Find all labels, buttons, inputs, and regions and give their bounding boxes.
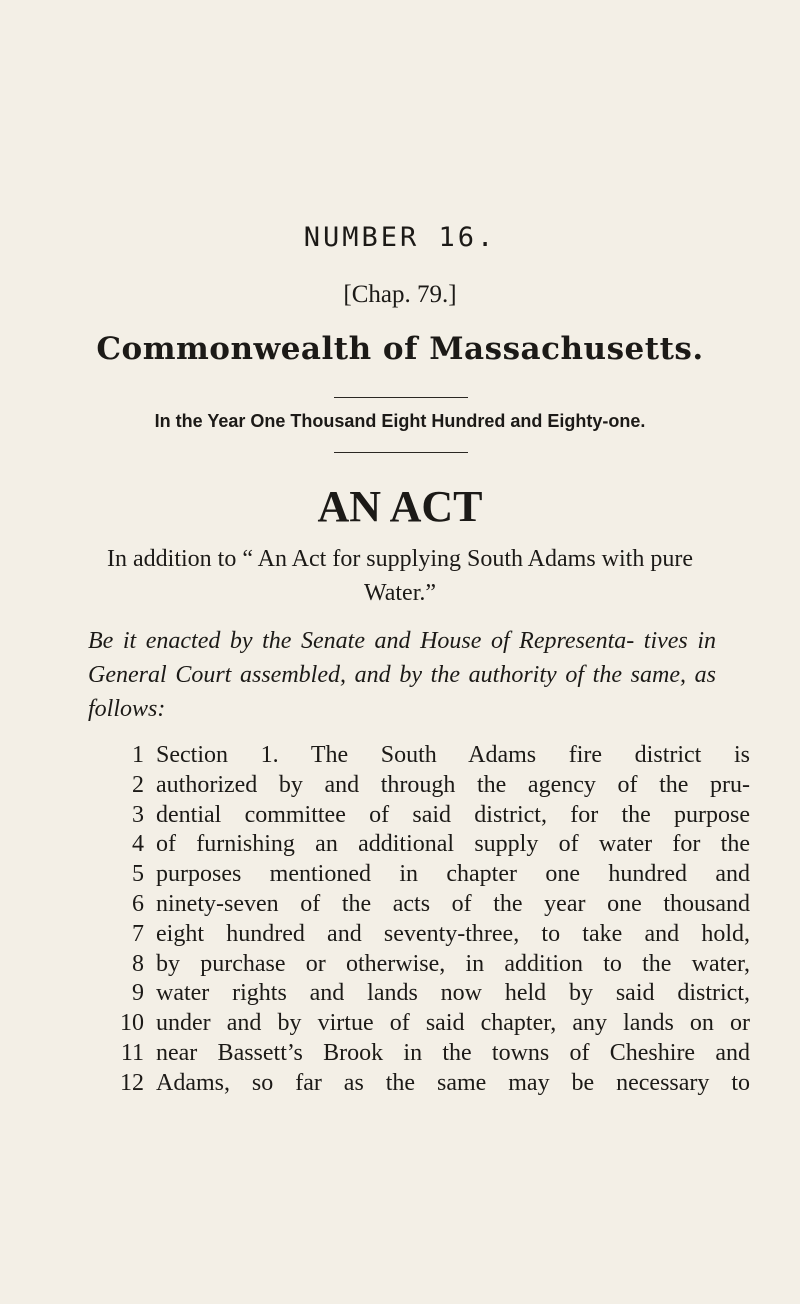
numbered-line [120, 860, 750, 890]
line-number: 4 [132, 831, 144, 858]
enacting-clause: Be it enacted by the Senate and House of Representa- tives in General Court assembled, and by the authority of the same, as follows: [88, 628, 716, 722]
line-number: 9 [132, 980, 144, 1007]
numbered-line [120, 979, 750, 1009]
line-text: near Bassett’s Brook in the towns of Cheshire and [156, 1039, 750, 1066]
line-text: eight hundred and seventy-three, to take and hold, [156, 920, 750, 947]
numbered-line [120, 1039, 750, 1069]
numbered-line [120, 741, 750, 771]
line-number: 6 [132, 890, 144, 917]
line-text: Section 1. The South Adams fire district is [156, 742, 750, 768]
numbered-line [120, 771, 750, 801]
chapter-reference: [Chap. 79.] [343, 281, 457, 308]
numbered-line [120, 1069, 750, 1099]
document-number-heading: NUMBER 16. [303, 222, 497, 253]
line-text: by purchase or otherwise, in addition to the water, [156, 950, 750, 977]
numbered-line [120, 830, 750, 860]
year-line: In the Year One Thousand Eight Hundred and Eighty-one. [154, 411, 646, 431]
act-subtitle: In addition to “ An Act for supplying South Adams with pure Water.” [107, 546, 693, 606]
act-title: AN ACT [317, 482, 483, 531]
line-text: water rights and lands now held by said district, [156, 980, 750, 1007]
line-text: ninety-seven of the acts of the year one thousand [156, 890, 750, 917]
section-text [120, 741, 750, 1099]
line-number: 12 [120, 1069, 144, 1096]
line-text: of furnishing an additional supply of water for the [156, 831, 750, 858]
line-number: 5 [132, 861, 144, 888]
line-number: 8 [132, 950, 144, 977]
divider-top [334, 397, 468, 398]
line-text: Adams, so far as the same may be necessary to [156, 1069, 750, 1096]
line-number: 7 [132, 920, 144, 947]
line-number: 10 [120, 1010, 144, 1037]
numbered-line [120, 1009, 750, 1039]
numbered-line [120, 920, 750, 950]
line-text: purposes mentioned in chapter one hundred and [156, 861, 750, 888]
numbered-line [120, 801, 750, 831]
divider-bottom [334, 452, 468, 453]
line-number: 3 [132, 801, 144, 828]
line-text: authorized by and through the agency of the pru- [156, 771, 750, 798]
line-number: 2 [132, 771, 144, 798]
numbered-line [120, 950, 750, 980]
line-number: 11 [120, 1039, 144, 1066]
line-text: dential committee of said district, for the purpose [156, 801, 750, 828]
commonwealth-title: Commonwealth of Massachusetts. [96, 331, 704, 367]
line-text: under and by virtue of said chapter, any lands on or [156, 1010, 750, 1037]
line-number: 1 [132, 742, 144, 768]
numbered-line [120, 890, 750, 920]
